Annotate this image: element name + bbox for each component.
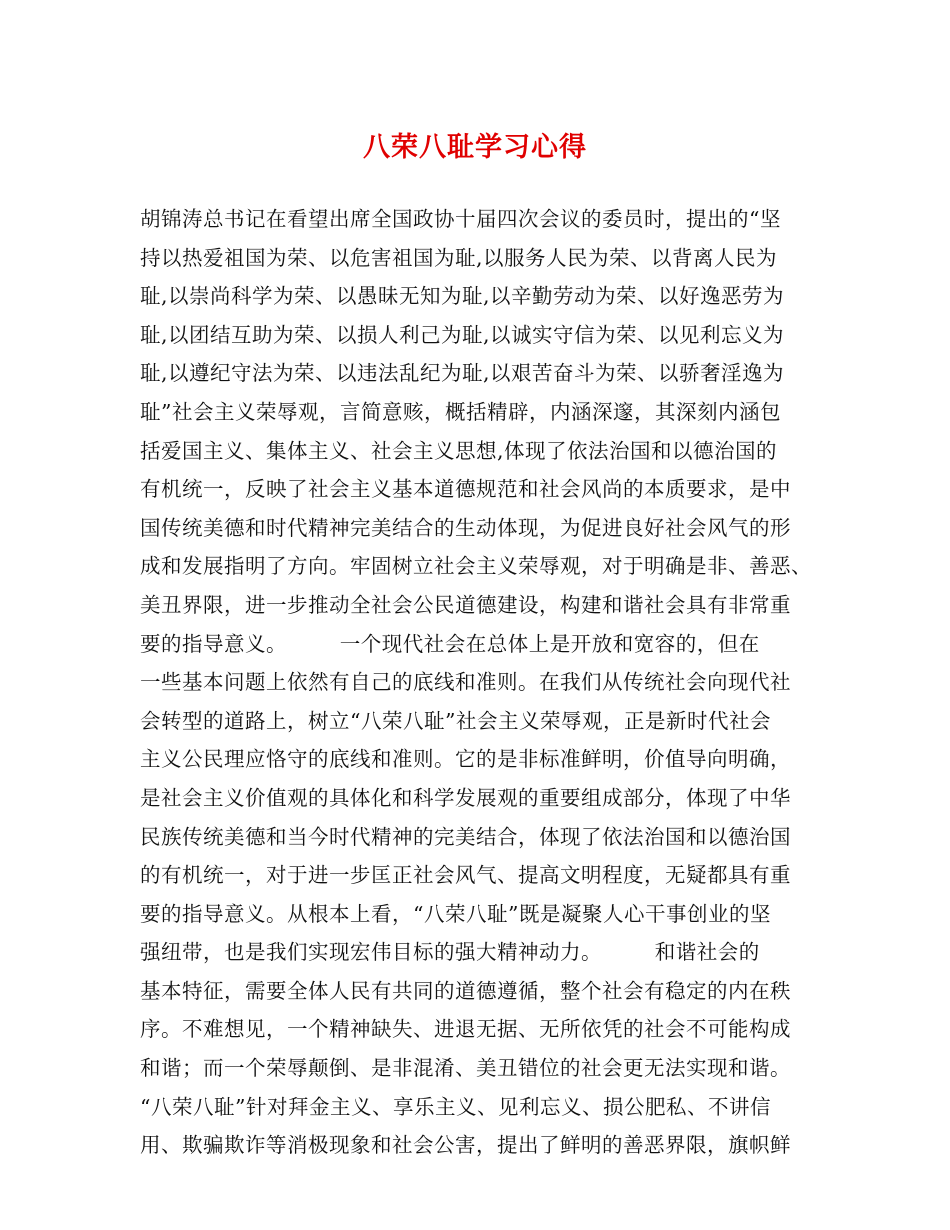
body-line: 强纽带，也是我们实现宏伟目标的强大精神动力。 和谐社会的	[140, 940, 760, 965]
document-title: 八荣八耻学习心得	[363, 132, 587, 163]
body-line: 有机统一，反映了社会主义基本道德规范和社会风尚的本质要求，是中	[140, 477, 791, 502]
body-line: 序。不难想见，一个精神缺失、进退无据、无所依凭的社会不可能构成	[140, 1017, 791, 1042]
body-line: 民族传统美德和当今时代精神的完美结合，体现了依法治国和以德治国	[140, 824, 791, 849]
document-body	[140, 200, 820, 1165]
body-line: 耻,以崇尚科学为荣、以愚昧无知为耻,以辛勤劳动为荣、以好逸恶劳为	[140, 284, 785, 309]
body-line: 的有机统一，对于进一步匡正社会风气、提高文明程度，无疑都具有重	[140, 863, 791, 888]
body-line: 是社会主义价值观的具体化和科学发展观的重要组成部分，体现了中华	[140, 785, 791, 810]
body-line: 耻”社会主义荣辱观，言简意赅，概括精辟，内涵深邃，其深刻内涵包	[140, 399, 781, 424]
body-line: 国传统美德和时代精神完美结合的生动体现，为促进良好社会风气的形	[140, 515, 791, 540]
body-line: 要的指导意义。从根本上看，“八荣八耻”既是凝聚人心干事创业的坚	[140, 901, 771, 926]
body-line: 耻,以遵纪守法为荣、以违法乱纪为耻,以艰苦奋斗为荣、以骄奢淫逸为	[140, 361, 785, 386]
body-line: 成和发展指明了方向。牢固树立社会主义荣辱观，对于明确是非、善恶、	[140, 554, 812, 579]
body-line: 耻,以团结互助为荣、以损人利己为耻,以诚实守信为荣、以见利忘义为	[140, 322, 785, 347]
body-line: 要的指导意义。 一个现代社会在总体上是开放和宽容的，但在	[140, 631, 760, 656]
body-line: 一些基本问题上依然有自己的底线和准则。在我们从传统社会向现代社	[140, 670, 791, 695]
body-line: 括爱国主义、集体主义、社会主义思想,体现了依法治国和以德治国的	[140, 438, 778, 463]
body-line: 主义公民理应恪守的底线和准则。它的是非标准鲜明，价值导向明确，	[140, 747, 791, 772]
body-line: 胡锦涛总书记在看望出席全国政协十届四次会议的委员时，提出的“坚	[140, 207, 781, 231]
body-line: 和谐；而一个荣辱颠倒、是非混淆、美丑错位的社会更无法实现和谐。	[140, 1056, 791, 1081]
body-line: “八荣八耻”针对拜金主义、享乐主义、见利忘义、损公肥私、不讲信	[140, 1094, 771, 1119]
body-line: 美丑界限，进一步推动全社会公民道德建设，构建和谐社会具有非常重	[140, 592, 791, 617]
body-line: 用、欺骗欺诈等消极现象和社会公害，提出了鲜明的善恶界限，旗帜鲜	[140, 1133, 791, 1158]
body-line: 基本特征，需要全体人民有共同的道德遵循，整个社会有稳定的内在秩	[140, 978, 791, 1003]
body-line: 持以热爱祖国为荣、以危害祖国为耻,以服务人民为荣、以背离人民为	[140, 245, 778, 270]
body-line: 会转型的道路上，树立“八荣八耻”社会主义荣辱观，正是新时代社会	[140, 708, 771, 733]
